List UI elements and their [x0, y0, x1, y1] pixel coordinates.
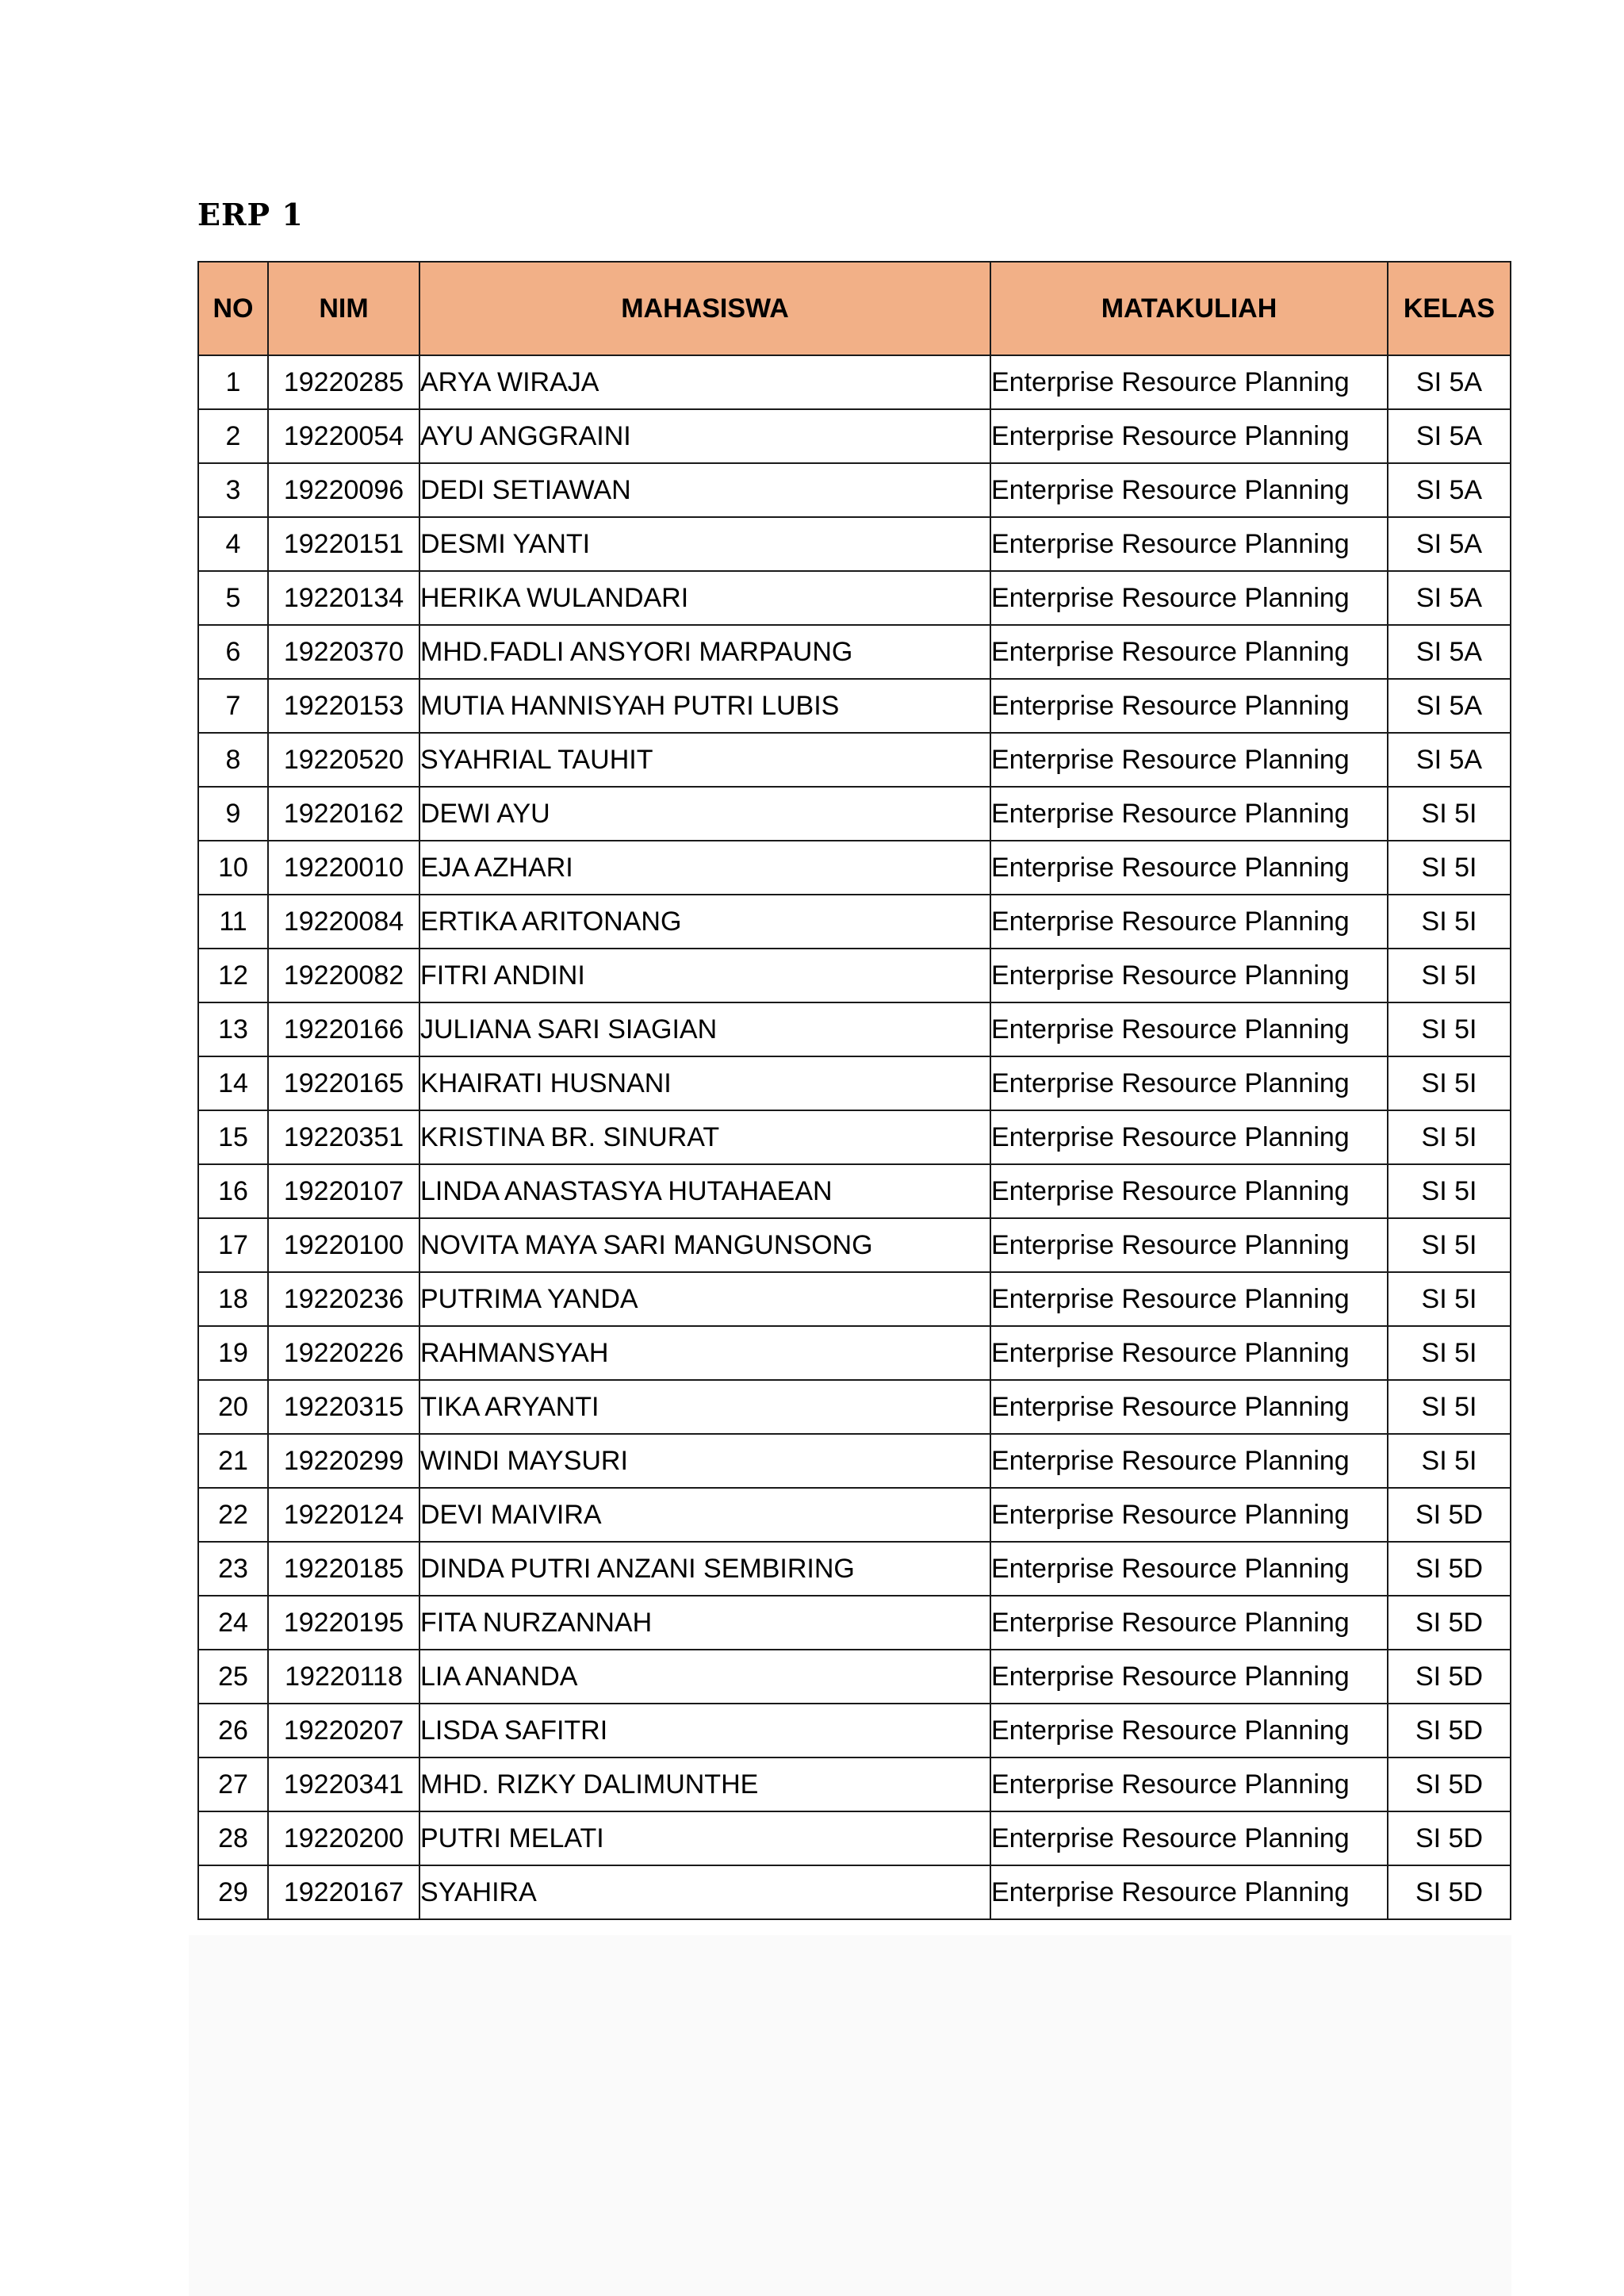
cell-mahasiswa: FITA NURZANNAH — [419, 1596, 990, 1650]
cell-mahasiswa: RAHMANSYAH — [419, 1326, 990, 1380]
cell-kelas: SI 5A — [1388, 733, 1511, 787]
cell-kelas: SI 5D — [1388, 1757, 1511, 1811]
cell-mahasiswa: JULIANA SARI SIAGIAN — [419, 1002, 990, 1056]
student-table — [197, 261, 1511, 1920]
cell-mahasiswa: AYU ANGGRAINI — [419, 409, 990, 463]
cell-no: 20 — [198, 1380, 268, 1434]
cell-matakuliah: Enterprise Resource Planning — [990, 1056, 1388, 1110]
cell-nim: 19220285 — [268, 355, 419, 409]
cell-nim: 19220096 — [268, 463, 419, 517]
cell-nim: 19220185 — [268, 1542, 419, 1596]
table-row — [198, 1380, 1511, 1434]
cell-kelas: SI 5D — [1388, 1811, 1511, 1865]
table-row — [198, 1434, 1511, 1488]
cell-kelas: SI 5I — [1388, 1164, 1511, 1218]
header-kelas: KELAS — [1388, 262, 1511, 355]
cell-mahasiswa: NOVITA MAYA SARI MANGUNSONG — [419, 1218, 990, 1272]
cell-matakuliah: Enterprise Resource Planning — [990, 1326, 1388, 1380]
cell-matakuliah: Enterprise Resource Planning — [990, 355, 1388, 409]
cell-matakuliah: Enterprise Resource Planning — [990, 787, 1388, 841]
cell-nim: 19220084 — [268, 895, 419, 949]
cell-mahasiswa: KHAIRATI HUSNANI — [419, 1056, 990, 1110]
cell-no: 5 — [198, 571, 268, 625]
cell-no: 15 — [198, 1110, 268, 1164]
cell-mahasiswa: DEDI SETIAWAN — [419, 463, 990, 517]
cell-kelas: SI 5D — [1388, 1488, 1511, 1542]
cell-kelas: SI 5I — [1388, 1218, 1511, 1272]
table-row — [198, 1488, 1511, 1542]
table-row — [198, 1164, 1511, 1218]
table-row — [198, 733, 1511, 787]
cell-no: 22 — [198, 1488, 268, 1542]
cell-nim: 19220207 — [268, 1704, 419, 1757]
cell-kelas: SI 5A — [1388, 463, 1511, 517]
cell-matakuliah: Enterprise Resource Planning — [990, 1110, 1388, 1164]
cell-nim: 19220195 — [268, 1596, 419, 1650]
cell-kelas: SI 5A — [1388, 679, 1511, 733]
cell-kelas: SI 5I — [1388, 1326, 1511, 1380]
cell-nim: 19220082 — [268, 949, 419, 1002]
cell-mahasiswa: LISDA SAFITRI — [419, 1704, 990, 1757]
cell-kelas: SI 5I — [1388, 1434, 1511, 1488]
table-row — [198, 787, 1511, 841]
cell-nim: 19220351 — [268, 1110, 419, 1164]
cell-kelas: SI 5I — [1388, 787, 1511, 841]
cell-kelas: SI 5D — [1388, 1650, 1511, 1704]
cell-mahasiswa: LIA ANANDA — [419, 1650, 990, 1704]
cell-no: 14 — [198, 1056, 268, 1110]
cell-no: 12 — [198, 949, 268, 1002]
cell-mahasiswa: HERIKA WULANDARI — [419, 571, 990, 625]
cell-matakuliah: Enterprise Resource Planning — [990, 1218, 1388, 1272]
cell-nim: 19220010 — [268, 841, 419, 895]
cell-mahasiswa: SYAHRIAL TAUHIT — [419, 733, 990, 787]
cell-matakuliah: Enterprise Resource Planning — [990, 733, 1388, 787]
cell-matakuliah: Enterprise Resource Planning — [990, 1757, 1388, 1811]
cell-no: 1 — [198, 355, 268, 409]
cell-no: 23 — [198, 1542, 268, 1596]
cell-mahasiswa: DEWI AYU — [419, 787, 990, 841]
cell-nim: 19220054 — [268, 409, 419, 463]
cell-no: 18 — [198, 1272, 268, 1326]
table-row — [198, 841, 1511, 895]
cell-no: 21 — [198, 1434, 268, 1488]
cell-matakuliah: Enterprise Resource Planning — [990, 841, 1388, 895]
cell-nim: 19220226 — [268, 1326, 419, 1380]
header-nim: NIM — [268, 262, 419, 355]
cell-matakuliah: Enterprise Resource Planning — [990, 1272, 1388, 1326]
cell-nim: 19220236 — [268, 1272, 419, 1326]
table-row — [198, 463, 1511, 517]
table-row — [198, 355, 1511, 409]
cell-kelas: SI 5D — [1388, 1596, 1511, 1650]
cell-matakuliah: Enterprise Resource Planning — [990, 571, 1388, 625]
cell-mahasiswa: LINDA ANASTASYA HUTAHAEAN — [419, 1164, 990, 1218]
cell-no: 10 — [198, 841, 268, 895]
cell-mahasiswa: KRISTINA BR. SINURAT — [419, 1110, 990, 1164]
cell-mahasiswa: MHD.FADLI ANSYORI MARPAUNG — [419, 625, 990, 679]
cell-matakuliah: Enterprise Resource Planning — [990, 1002, 1388, 1056]
cell-kelas: SI 5I — [1388, 949, 1511, 1002]
cell-matakuliah: Enterprise Resource Planning — [990, 1650, 1388, 1704]
cell-no: 27 — [198, 1757, 268, 1811]
table-row — [198, 679, 1511, 733]
cell-kelas: SI 5D — [1388, 1542, 1511, 1596]
cell-matakuliah: Enterprise Resource Planning — [990, 1811, 1388, 1865]
cell-no: 2 — [198, 409, 268, 463]
table-row — [198, 1002, 1511, 1056]
cell-nim: 19220151 — [268, 517, 419, 571]
cell-nim: 19220315 — [268, 1380, 419, 1434]
cell-nim: 19220341 — [268, 1757, 419, 1811]
cell-no: 19 — [198, 1326, 268, 1380]
cell-matakuliah: Enterprise Resource Planning — [990, 1542, 1388, 1596]
table-header-row — [198, 262, 1511, 355]
cell-no: 29 — [198, 1865, 268, 1919]
table-row — [198, 1596, 1511, 1650]
cell-nim: 19220166 — [268, 1002, 419, 1056]
cell-matakuliah: Enterprise Resource Planning — [990, 625, 1388, 679]
header-no: NO — [198, 262, 268, 355]
cell-matakuliah: Enterprise Resource Planning — [990, 1704, 1388, 1757]
cell-no: 25 — [198, 1650, 268, 1704]
cell-mahasiswa: DINDA PUTRI ANZANI SEMBIRING — [419, 1542, 990, 1596]
cell-no: 7 — [198, 679, 268, 733]
table-row — [198, 1650, 1511, 1704]
cell-mahasiswa: DEVI MAIVIRA — [419, 1488, 990, 1542]
table-row — [198, 1757, 1511, 1811]
table-row — [198, 625, 1511, 679]
table-row — [198, 1218, 1511, 1272]
cell-mahasiswa: TIKA ARYANTI — [419, 1380, 990, 1434]
cell-matakuliah: Enterprise Resource Planning — [990, 949, 1388, 1002]
page-shading — [189, 1935, 1511, 2296]
cell-matakuliah: Enterprise Resource Planning — [990, 1596, 1388, 1650]
cell-mahasiswa: PUTRI MELATI — [419, 1811, 990, 1865]
cell-no: 4 — [198, 517, 268, 571]
cell-no: 6 — [198, 625, 268, 679]
table-row — [198, 517, 1511, 571]
cell-mahasiswa: WINDI MAYSURI — [419, 1434, 990, 1488]
cell-no: 9 — [198, 787, 268, 841]
cell-kelas: SI 5I — [1388, 1002, 1511, 1056]
cell-nim: 19220153 — [268, 679, 419, 733]
cell-no: 24 — [198, 1596, 268, 1650]
cell-mahasiswa: ARYA WIRAJA — [419, 355, 990, 409]
cell-kelas: SI 5A — [1388, 409, 1511, 463]
table-row — [198, 409, 1511, 463]
cell-matakuliah: Enterprise Resource Planning — [990, 1488, 1388, 1542]
cell-nim: 19220370 — [268, 625, 419, 679]
cell-nim: 19220520 — [268, 733, 419, 787]
cell-nim: 19220124 — [268, 1488, 419, 1542]
table-row — [198, 1272, 1511, 1326]
table-row — [198, 895, 1511, 949]
cell-nim: 19220100 — [268, 1218, 419, 1272]
cell-kelas: SI 5A — [1388, 625, 1511, 679]
cell-no: 8 — [198, 733, 268, 787]
header-mahasiswa: MAHASISWA — [419, 262, 990, 355]
cell-matakuliah: Enterprise Resource Planning — [990, 409, 1388, 463]
cell-kelas: SI 5I — [1388, 841, 1511, 895]
cell-kelas: SI 5I — [1388, 895, 1511, 949]
cell-kelas: SI 5A — [1388, 571, 1511, 625]
cell-nim: 19220200 — [268, 1811, 419, 1865]
cell-no: 17 — [198, 1218, 268, 1272]
cell-no: 26 — [198, 1704, 268, 1757]
cell-kelas: SI 5I — [1388, 1380, 1511, 1434]
table-row — [198, 571, 1511, 625]
table-row — [198, 1865, 1511, 1919]
cell-mahasiswa: ERTIKA ARITONANG — [419, 895, 990, 949]
cell-kelas: SI 5A — [1388, 355, 1511, 409]
cell-nim: 19220299 — [268, 1434, 419, 1488]
cell-kelas: SI 5D — [1388, 1704, 1511, 1757]
cell-kelas: SI 5I — [1388, 1110, 1511, 1164]
cell-kelas: SI 5A — [1388, 517, 1511, 571]
cell-mahasiswa: FITRI ANDINI — [419, 949, 990, 1002]
header-matakuliah: MATAKULIAH — [990, 262, 1388, 355]
cell-mahasiswa: MHD. RIZKY DALIMUNTHE — [419, 1757, 990, 1811]
table-body — [198, 355, 1511, 1919]
cell-no: 28 — [198, 1811, 268, 1865]
cell-matakuliah: Enterprise Resource Planning — [990, 517, 1388, 571]
cell-matakuliah: Enterprise Resource Planning — [990, 463, 1388, 517]
table-row — [198, 1056, 1511, 1110]
table-row — [198, 1811, 1511, 1865]
table-row — [198, 1110, 1511, 1164]
cell-kelas: SI 5I — [1388, 1272, 1511, 1326]
cell-kelas: SI 5I — [1388, 1056, 1511, 1110]
cell-matakuliah: Enterprise Resource Planning — [990, 1865, 1388, 1919]
cell-no: 3 — [198, 463, 268, 517]
cell-nim: 19220118 — [268, 1650, 419, 1704]
table-row — [198, 1326, 1511, 1380]
cell-matakuliah: Enterprise Resource Planning — [990, 1434, 1388, 1488]
cell-matakuliah: Enterprise Resource Planning — [990, 895, 1388, 949]
cell-matakuliah: Enterprise Resource Planning — [990, 1380, 1388, 1434]
table-row — [198, 1704, 1511, 1757]
cell-mahasiswa: SYAHIRA — [419, 1865, 990, 1919]
cell-nim: 19220162 — [268, 787, 419, 841]
cell-mahasiswa: DESMI YANTI — [419, 517, 990, 571]
cell-no: 13 — [198, 1002, 268, 1056]
cell-mahasiswa: EJA AZHARI — [419, 841, 990, 895]
table-row — [198, 949, 1511, 1002]
table-row — [198, 1542, 1511, 1596]
cell-kelas: SI 5D — [1388, 1865, 1511, 1919]
cell-matakuliah: Enterprise Resource Planning — [990, 1164, 1388, 1218]
cell-no: 11 — [198, 895, 268, 949]
cell-mahasiswa: MUTIA HANNISYAH PUTRI LUBIS — [419, 679, 990, 733]
cell-nim: 19220167 — [268, 1865, 419, 1919]
page-title: ERP 1 — [197, 197, 304, 232]
cell-no: 16 — [198, 1164, 268, 1218]
cell-mahasiswa: PUTRIMA YANDA — [419, 1272, 990, 1326]
cell-matakuliah: Enterprise Resource Planning — [990, 679, 1388, 733]
cell-nim: 19220165 — [268, 1056, 419, 1110]
cell-nim: 19220134 — [268, 571, 419, 625]
cell-nim: 19220107 — [268, 1164, 419, 1218]
